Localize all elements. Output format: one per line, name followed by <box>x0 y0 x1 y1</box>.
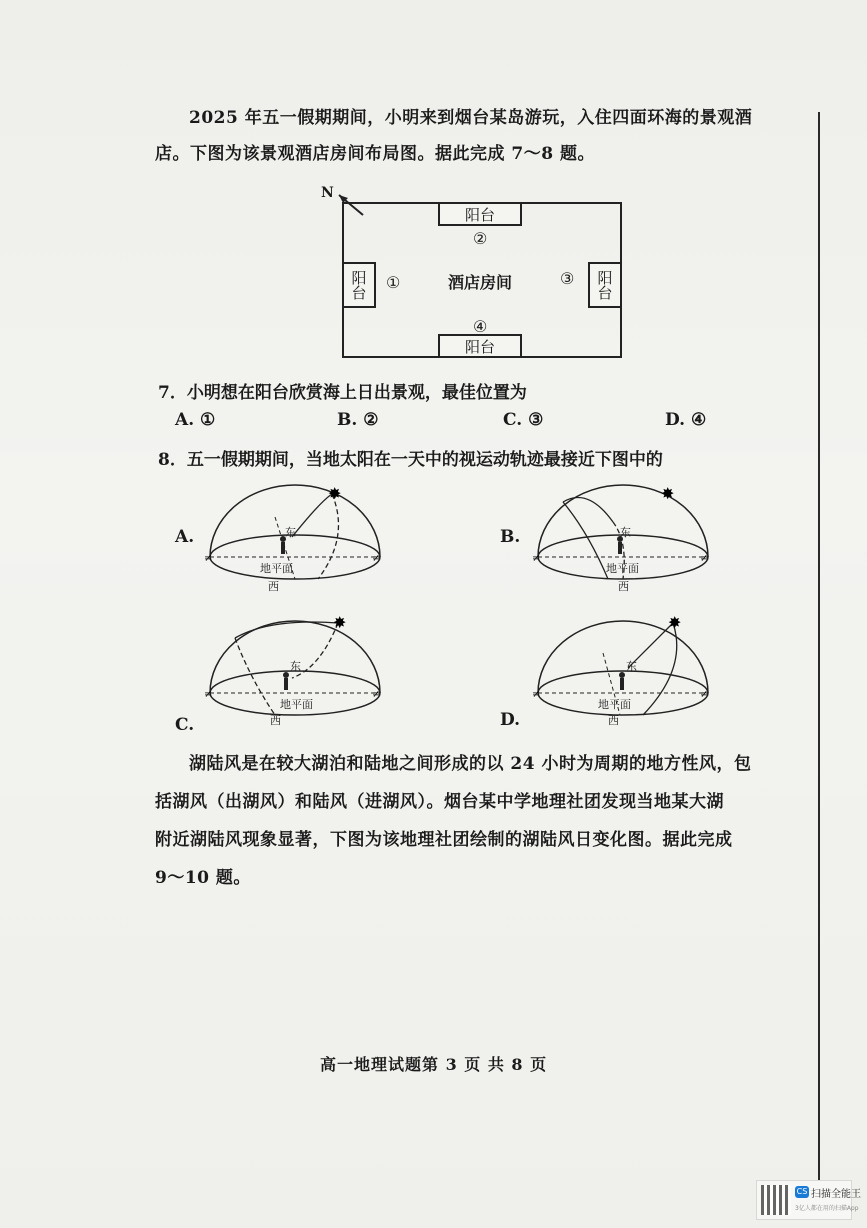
lake-line-2: 括湖风（出湖风）和陆风（进湖风）。烟台某中学地理社团发现当地某大湖 <box>155 792 724 812</box>
option-letter: A. <box>175 410 195 430</box>
intro-paragraph <box>155 100 780 172</box>
option-letter: B. <box>337 410 358 430</box>
west-label: 西 <box>608 714 619 727</box>
svg-text:≠: ≠ <box>532 689 541 700</box>
north-label: N <box>321 185 334 201</box>
q7-option-a[interactable] <box>175 410 215 430</box>
west-label: 西 <box>268 580 279 593</box>
sun-icon: ✸ <box>328 484 342 503</box>
east-label: 东 <box>620 526 631 539</box>
qr-code-icon <box>761 1185 791 1215</box>
lake-line-1: 湖陆风是在较大湖泊和陆地之间形成的以 24 小时为周期的地方性风，包 <box>189 754 752 774</box>
horizon-label: 地平面 <box>606 562 639 575</box>
intro-line-2: 店。下图为该景观酒店房间布局图。据此完成 7～8 题。 <box>155 144 595 164</box>
q7-option-d[interactable] <box>665 410 706 430</box>
option-text: ④ <box>690 410 707 430</box>
option-letter: C. <box>503 410 523 430</box>
horizon-label: 地平面 <box>260 562 293 575</box>
q8-option-a[interactable]: A. <box>175 527 195 547</box>
position-mark-1: ① <box>386 273 401 292</box>
hotel-floor-plan <box>315 185 635 365</box>
cs-logo-icon: CS <box>796 1187 808 1196</box>
lake-line-4: 9～10 题。 <box>155 868 251 888</box>
margin-rule <box>818 112 820 1192</box>
balcony-right: 阳台 <box>588 262 622 308</box>
sun-icon: ✸ <box>333 613 347 632</box>
sun-path-diagram-b[interactable] <box>528 482 718 602</box>
east-label: 东 <box>290 660 301 673</box>
west-label: 西 <box>618 580 629 593</box>
question-8-stem: 8．五一假期期间，当地太阳在一天中的视运动轨迹最接近下图中的 <box>158 450 663 470</box>
sun-path-diagram-d[interactable] <box>528 608 718 728</box>
lake-line-3: 附近湖陆风现象显著，下图为该地理社团绘制的湖陆风日变化图。据此完成 <box>155 830 733 850</box>
badge-subtitle: 3亿人都在用的扫描App <box>795 1205 859 1212</box>
q8-option-d[interactable]: D. <box>500 710 521 730</box>
q7-option-c[interactable] <box>503 410 543 430</box>
intro-line-1: 2025 年五一假期期间，小明来到烟台某岛游玩，入住四面环海的景观酒 <box>189 108 753 128</box>
svg-text:≠: ≠ <box>700 553 709 564</box>
badge-app-name: 扫描全能王 <box>811 1189 861 1200</box>
room-label: 酒店房间 <box>448 273 513 292</box>
position-mark-4: ④ <box>473 317 488 336</box>
horizon-label: 地平面 <box>598 698 631 711</box>
svg-text:≠: ≠ <box>700 689 709 700</box>
horizon-label: 地平面 <box>280 698 313 711</box>
sun-icon: ✸ <box>661 484 675 503</box>
svg-text:≠: ≠ <box>372 553 381 564</box>
svg-text:≠: ≠ <box>532 553 541 564</box>
sun-path-a-svg <box>200 482 390 602</box>
svg-text:≠: ≠ <box>372 689 381 700</box>
q8-option-c[interactable]: C. <box>175 715 195 735</box>
balcony-top: 阳台 <box>438 202 522 226</box>
balcony-left: 阳台 <box>342 262 376 308</box>
sun-path-diagram-a[interactable] <box>200 482 390 602</box>
option-text: ① <box>200 410 216 430</box>
option-text: ② <box>363 410 379 430</box>
option-letter: D. <box>665 410 686 430</box>
svg-text:≠: ≠ <box>204 553 213 564</box>
option-text: ③ <box>528 410 544 430</box>
east-label: 东 <box>285 526 296 539</box>
svg-text:≠: ≠ <box>204 689 213 700</box>
q7-option-b[interactable] <box>337 410 378 430</box>
position-mark-2: ② <box>473 229 488 248</box>
question-7-stem: 7．小明想在阳台欣赏海上日出景观，最佳位置为 <box>158 383 527 403</box>
q8-option-b[interactable]: B. <box>500 527 521 547</box>
position-mark-3: ③ <box>560 269 575 288</box>
page-footer: 高一地理试题第 3 页 共 8 页 <box>320 1055 548 1074</box>
sun-icon: ✸ <box>668 613 682 632</box>
sun-path-diagram-c[interactable] <box>200 608 390 728</box>
east-label: 东 <box>626 660 637 673</box>
scan-app-badge <box>756 1180 861 1220</box>
west-label: 西 <box>270 714 281 727</box>
lake-wind-paragraph <box>155 745 780 897</box>
balcony-bottom: 阳台 <box>438 334 522 358</box>
